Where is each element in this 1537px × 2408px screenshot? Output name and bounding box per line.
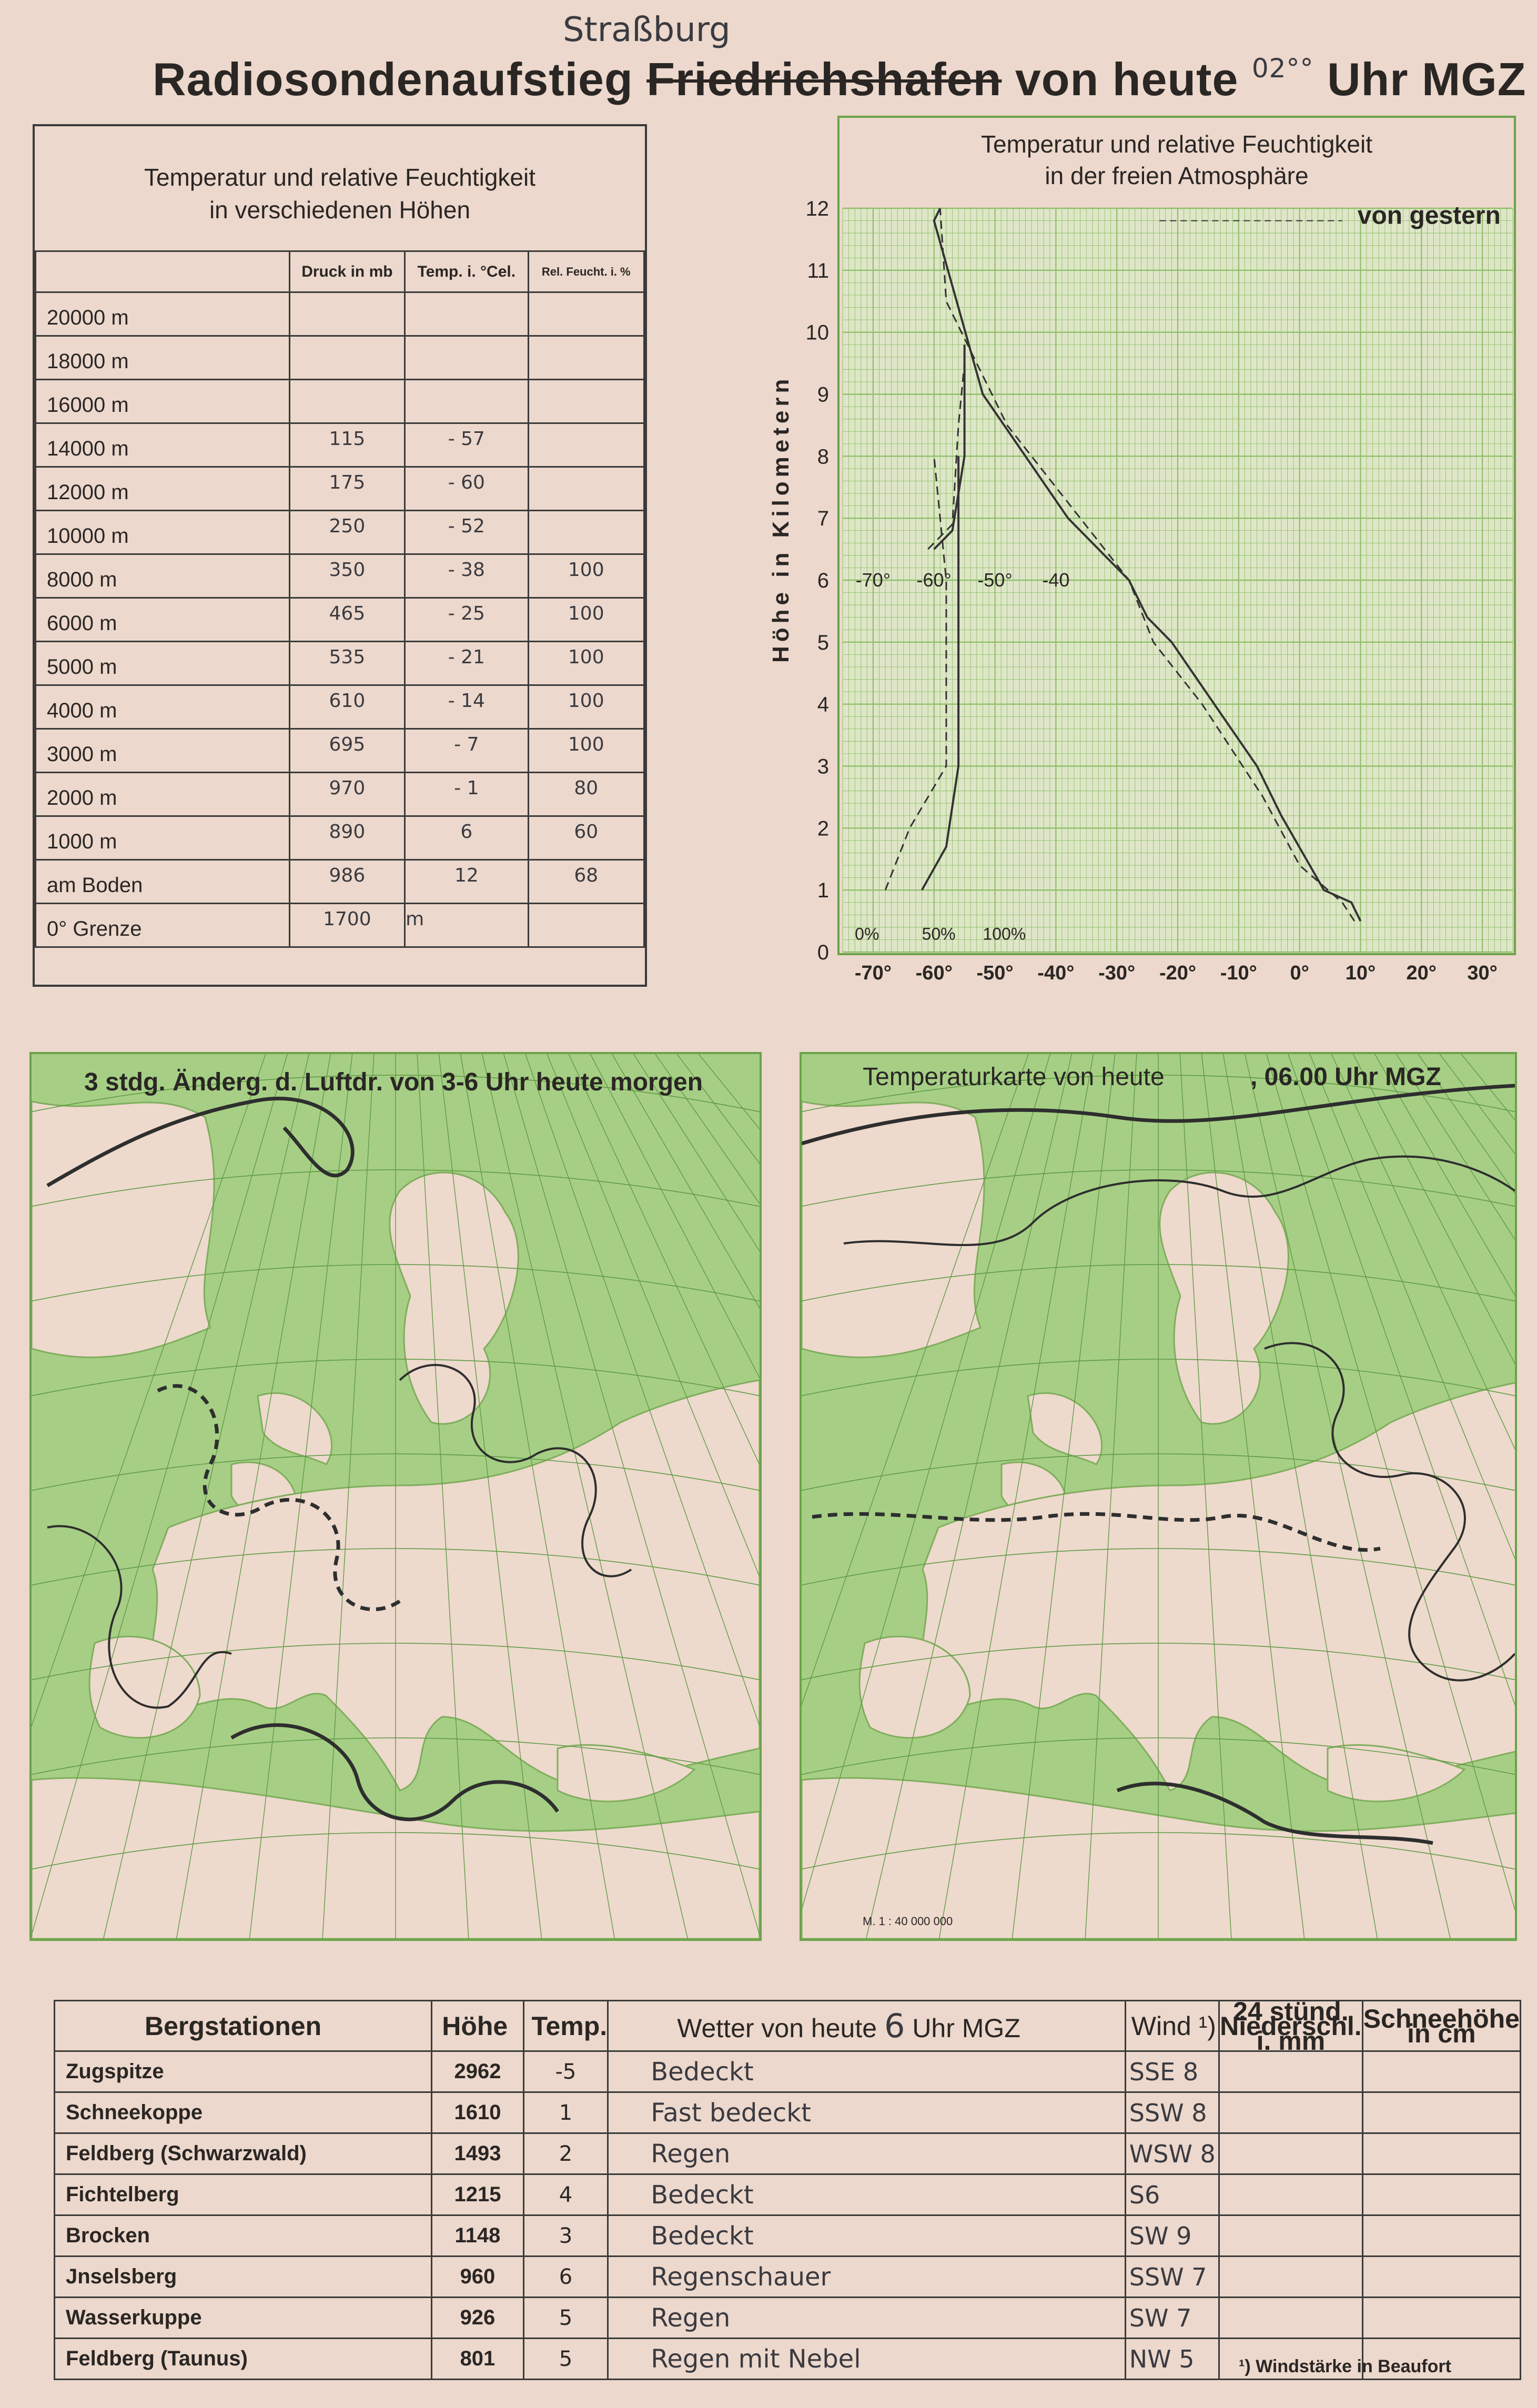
station-precip: [1219, 2092, 1363, 2133]
station-snow: [1362, 2133, 1520, 2174]
temperature-map-svg: [802, 1054, 1515, 1939]
zero-degree-unit: m: [405, 904, 528, 947]
mountain-header-precip: 24 stünd. Niederschl. i. mm: [1220, 1996, 1362, 2056]
station-snow: [1362, 2215, 1520, 2257]
mountain-row: [55, 2215, 1521, 2257]
temperature-map: [800, 1052, 1517, 1941]
graph-x-tick: -10°: [1220, 962, 1257, 984]
station-precip: [1219, 2133, 1363, 2174]
station-height: 1493: [432, 2133, 523, 2174]
sounding-header-temp: Temp. i. °Cel.: [405, 251, 528, 292]
weather-header-pre: Wetter von heute: [677, 2014, 877, 2043]
station-wind: S6: [1125, 2174, 1219, 2215]
sounding-pressure: 465: [289, 598, 405, 642]
graph-x-tick: 20°: [1406, 962, 1437, 984]
sounding-altitude: 3000 m: [36, 729, 290, 773]
station-temp: -5: [523, 2051, 608, 2092]
graph-x-tick: -30°: [1098, 962, 1136, 984]
sounding-altitude: 14000 m: [36, 423, 290, 467]
pressure-change-map-svg: [32, 1054, 760, 1939]
sounding-temp: - 14: [405, 685, 528, 729]
station-name: Schneekoppe: [55, 2092, 432, 2133]
sounding-pressure: 350: [289, 554, 405, 598]
sounding-pressure: 250: [289, 511, 405, 554]
sounding-rh: 68: [528, 860, 644, 904]
sounding-pressure: 535: [289, 642, 405, 685]
sounding-pressure: 986: [289, 860, 405, 904]
sounding-rh: 100: [528, 685, 644, 729]
sounding-rh: 100: [528, 554, 644, 598]
station-name: Feldberg (Schwarzwald): [55, 2133, 432, 2174]
sounding-title-line1: Temperatur und relative Feuchtigkeit: [144, 164, 536, 191]
graph-rh-scale-label: 50%: [922, 924, 956, 944]
station-weather: Fast bedeckt: [608, 2092, 1126, 2133]
graph-title-line1: Temperatur und relative Feuchtigkeit: [980, 130, 1373, 158]
sounding-pressure: 970: [289, 773, 405, 816]
station-height: 801: [432, 2339, 523, 2380]
graph-y-tick: 5: [817, 631, 829, 654]
station-weather: Bedeckt: [608, 2215, 1126, 2257]
graph-x-tick: 30°: [1467, 962, 1498, 984]
sounding-rh: 100: [528, 642, 644, 685]
sounding-altitude: 12000 m: [36, 467, 290, 511]
sounding-pressure: 610: [289, 685, 405, 729]
station-temp: 5: [523, 2298, 608, 2339]
graph-x-tick: 10°: [1345, 962, 1376, 984]
station-weather: Regen mit Nebel: [608, 2339, 1126, 2380]
mountain-header-weather: [608, 2001, 1126, 2051]
station-wind: SSW 8: [1125, 2092, 1219, 2133]
graph-title-line2: in der freien Atmosphäre: [1045, 162, 1309, 189]
station-wind: SW 9: [1125, 2215, 1219, 2257]
station-wind: WSW 8: [1125, 2133, 1219, 2174]
sounding-rh: 100: [528, 598, 644, 642]
sounding-pressure: 175: [289, 467, 405, 511]
station-temp: 6: [523, 2257, 608, 2298]
sounding-temp: - 57: [405, 423, 528, 467]
station-weather: Regenschauer: [608, 2257, 1126, 2298]
wind-footnote: ¹) Windstärke in Beaufort: [1239, 2356, 1451, 2376]
station-temp: 3: [523, 2215, 608, 2257]
sounding-temp: - 7: [405, 729, 528, 773]
mountain-stations-table: [54, 1996, 1521, 2380]
title-struck-station: Friedrichshafen: [646, 53, 1002, 105]
sounding-altitude: 5000 m: [36, 642, 290, 685]
station-height: 2962: [432, 2051, 523, 2092]
station-snow: [1362, 2298, 1520, 2339]
sounding-temp: - 38: [405, 554, 528, 598]
station-precip: [1219, 2215, 1363, 2257]
station-height: 960: [432, 2257, 523, 2298]
mountain-row: [55, 2051, 1521, 2092]
weather-header-post: Uhr MGZ: [912, 2014, 1020, 2043]
sounding-temp: - 52: [405, 511, 528, 554]
graph-y-axis-label: Höhe in Kilometern: [768, 375, 794, 663]
sounding-altitude: 1000 m: [36, 816, 290, 860]
zero-degree-value: 1700: [289, 904, 405, 947]
sounding-altitude: 20000 m: [36, 292, 290, 336]
station-name: Brocken: [55, 2215, 432, 2257]
map-scale-label: M. 1 : 40 000 000: [863, 1915, 953, 1928]
sounding-altitude: 2000 m: [36, 773, 290, 816]
zero-degree-label: 0° Grenze: [36, 904, 290, 947]
sounding-temp: - 25: [405, 598, 528, 642]
station-name: Zugspitze: [55, 2051, 432, 2092]
pressure-change-map: [29, 1052, 762, 1941]
station-height: 1215: [432, 2174, 523, 2215]
station-snow: [1362, 2092, 1520, 2133]
graph-y-tick: 11: [807, 259, 829, 282]
mountain-row: [55, 2092, 1521, 2133]
temperature-map-title: [863, 1063, 1441, 1091]
sounding-title-line2: in verschiedenen Höhen: [209, 196, 471, 224]
station-snow: [1362, 2257, 1520, 2298]
sounding-altitude: 8000 m: [36, 554, 290, 598]
station-temp: 4: [523, 2174, 608, 2215]
graph-y-tick: 0: [817, 941, 829, 964]
graph-x-tick: 0°: [1290, 962, 1309, 984]
sounding-temp: - 1: [405, 773, 528, 816]
graph-y-tick: 6: [817, 569, 829, 592]
graph-y-tick: 4: [817, 693, 829, 716]
sounding-pressure: 115: [289, 423, 405, 467]
station-handwritten: Straßburg: [563, 11, 731, 49]
sounding-rh: 60: [528, 816, 644, 860]
station-snow: [1362, 2051, 1520, 2092]
graph-upper-scale-label: -40: [1042, 569, 1070, 591]
station-weather: Bedeckt: [608, 2051, 1126, 2092]
map-landmass: [32, 1101, 214, 1358]
station-name: Jnselsberg: [55, 2257, 432, 2298]
sounding-pressure: 695: [289, 729, 405, 773]
mountain-header-station: Bergstationen: [55, 2001, 432, 2051]
station-temp: 5: [523, 2339, 608, 2380]
graph-upper-scale-label: -60°: [916, 569, 952, 591]
title-pre: Radiosondenaufstieg: [153, 53, 633, 105]
station-precip: [1219, 2298, 1363, 2339]
station-snow: [1362, 2174, 1520, 2215]
title-post: von heute: [1015, 53, 1239, 105]
graph-legend: von gestern: [1357, 201, 1501, 230]
station-name: Wasserkuppe: [55, 2298, 432, 2339]
station-wind: SSE 8: [1125, 2051, 1219, 2092]
station-precip: [1219, 2174, 1363, 2215]
station-precip: [1219, 2257, 1363, 2298]
sounding-altitude: 4000 m: [36, 685, 290, 729]
title-end: Uhr MGZ: [1327, 53, 1526, 105]
temperature-map-title-a: Temperaturkarte von heute: [863, 1063, 1165, 1091]
sounding-altitude: 16000 m: [36, 380, 290, 423]
sounding-temp: - 60: [405, 467, 528, 511]
graph-y-tick: 10: [805, 321, 829, 345]
mountain-header-temp: Temp.: [523, 2001, 608, 2051]
graph-upper-scale-label: -70°: [855, 569, 891, 591]
sounding-temp: 6: [405, 816, 528, 860]
mountain-header-height: Höhe: [432, 2001, 523, 2051]
station-weather: Regen: [608, 2298, 1126, 2339]
temperature-map-title-b: , 06.00 Uhr MGZ: [1250, 1063, 1441, 1091]
mountain-row: [55, 2257, 1521, 2298]
sounding-altitude: 6000 m: [36, 598, 290, 642]
graph-y-tick: 1: [817, 879, 829, 903]
sounding-graph: [0, 0, 1537, 999]
graph-y-tick: 12: [805, 197, 829, 220]
mountain-row: [55, 2298, 1521, 2339]
title-time: 02°°: [1251, 53, 1314, 84]
station-temp: 2: [523, 2133, 608, 2174]
graph-y-tick: 9: [817, 383, 829, 407]
sounding-rh: 80: [528, 773, 644, 816]
sounding-altitude: 18000 m: [36, 336, 290, 380]
sounding-altitude: am Boden: [36, 860, 290, 904]
sounding-temp: 12: [405, 860, 528, 904]
graph-y-tick: 8: [817, 445, 829, 469]
graph-y-tick: 2: [817, 817, 829, 841]
mountain-row: [55, 2174, 1521, 2215]
sounding-pressure: 890: [289, 816, 405, 860]
graph-y-tick: 3: [817, 755, 829, 778]
station-name: Feldberg (Taunus): [55, 2339, 432, 2380]
sounding-temp: - 21: [405, 642, 528, 685]
graph-x-tick: -70°: [854, 962, 892, 984]
sounding-rh: 100: [528, 729, 644, 773]
pressure-map-title: 3 stdg. Änderg. d. Luftdr. von 3-6 Uhr heute morgen: [84, 1068, 703, 1096]
station-wind: SW 7: [1125, 2298, 1219, 2339]
map-landmass: [802, 1101, 984, 1358]
station-wind: NW 5: [1125, 2339, 1219, 2380]
graph-x-tick: -20°: [1159, 962, 1197, 984]
station-temp: 1: [523, 2092, 608, 2133]
graph-x-tick: -40°: [1037, 962, 1075, 984]
mountain-header-row: [55, 2001, 1521, 2051]
sounding-header-rh: Rel. Feucht. i. %: [528, 251, 644, 292]
mountain-header-snow: Schneehöhe in cm: [1362, 2001, 1520, 2051]
station-weather: Regen: [608, 2133, 1126, 2174]
station-height: 1148: [432, 2215, 523, 2257]
station-precip: [1219, 2051, 1363, 2092]
sounding-header-pressure: Druck in mb: [289, 251, 405, 292]
weather-header-hour: 6: [884, 2007, 905, 2045]
station-height: 926: [432, 2298, 523, 2339]
graph-x-tick: -60°: [915, 962, 953, 984]
sounding-altitude: 10000 m: [36, 511, 290, 554]
graph-x-tick: -50°: [976, 962, 1014, 984]
mountain-row: [55, 2133, 1521, 2174]
graph-upper-scale-label: -50°: [977, 569, 1013, 591]
station-height: 1610: [432, 2092, 523, 2133]
mountain-header-wind: Wind ¹): [1125, 2001, 1219, 2051]
graph-rh-scale-label: 0%: [855, 924, 879, 944]
station-weather: Bedeckt: [608, 2174, 1126, 2215]
station-wind: SSW 7: [1125, 2257, 1219, 2298]
graph-y-tick: 7: [817, 507, 829, 531]
station-name: Fichtelberg: [55, 2174, 432, 2215]
graph-rh-scale-label: 100%: [983, 924, 1026, 944]
